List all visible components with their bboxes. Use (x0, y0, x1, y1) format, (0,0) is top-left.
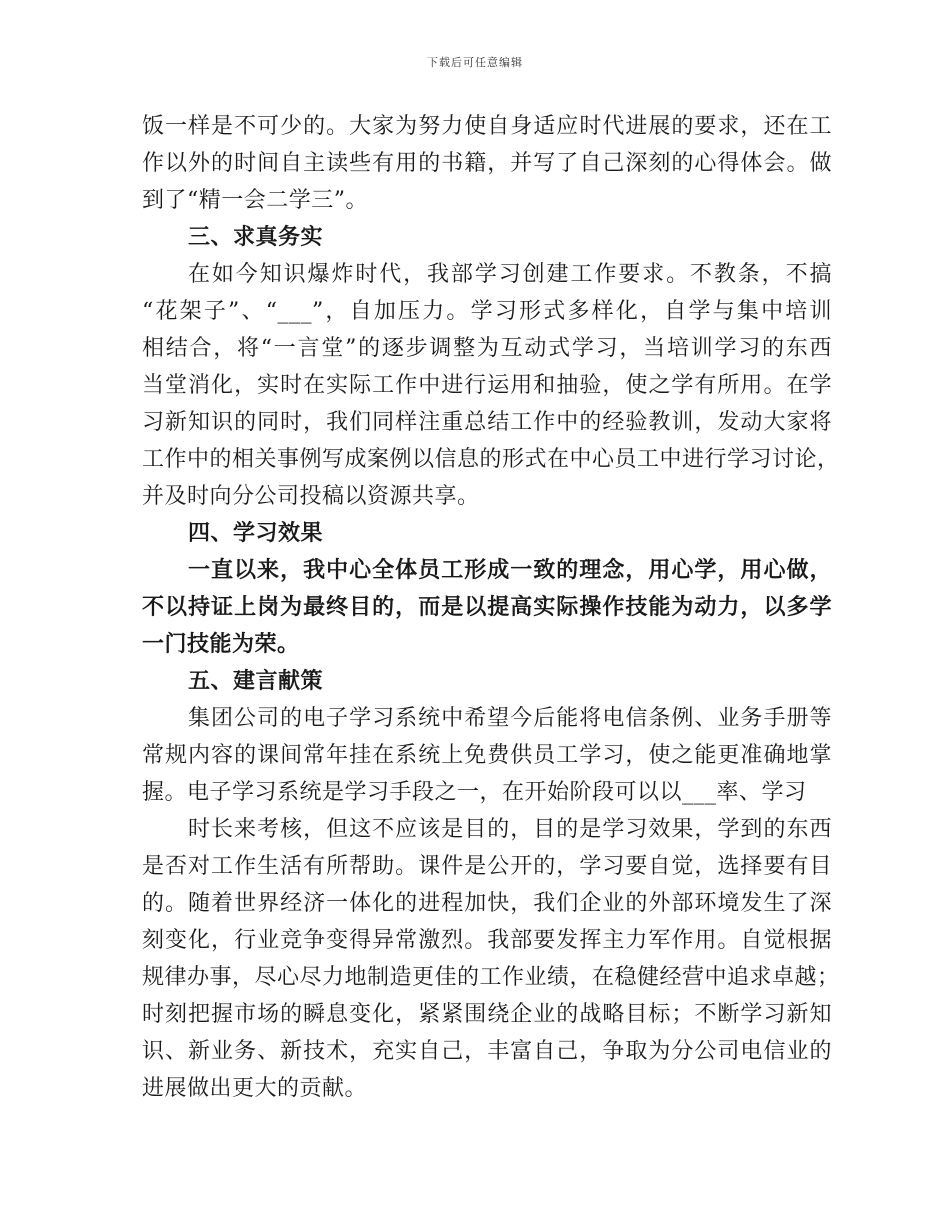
paragraph-line: 一门技能为荣。 (142, 631, 300, 657)
paragraph-5 (142, 811, 840, 1107)
paragraph-line: “花架子”、“___”，自加压力。学习形式多样化，自学与集中培训 (142, 299, 832, 324)
page-header-note: 下载后可任意编辑 (427, 56, 523, 69)
paragraph-line: 习新知识的同时，我们同样注重总结工作中的经验教训，发动大家将 (142, 410, 832, 435)
paragraph-3 (142, 552, 832, 663)
paragraph-line: 刻变化，行业竞争变得异常激烈。我部要发挥主力军作用。自觉根据 (142, 928, 832, 953)
paragraph-line: 时长来考核，但这不应该是目的，目的是学习效果，学到的东西 (188, 817, 832, 842)
paragraph-4 (142, 700, 832, 811)
paragraph-line: 常规内容的课间常年挂在系统上免费供员工学习，使之能更准确地掌 (142, 743, 832, 768)
paragraph-line: 一直以来，我中心全体员工形成一致的理念，用心学，用心做， (188, 557, 832, 583)
paragraph-line: 饭一样是不可少的。大家为努力使自身适应时代进展的要求，还在工 (142, 114, 832, 139)
paragraph-2 (142, 256, 840, 515)
paragraph-line: 握。电子学习系统是学习手段之一，在开始阶段可以以___率、学习 (142, 780, 807, 805)
section-heading-4: 四、学习效果 (188, 520, 324, 546)
paragraph-line: 到了“精一会二学三”。 (142, 188, 368, 213)
paragraph-line: 时刻把握市场的瞬息变化，紧紧围绕企业的战略目标；不断学习新知 (142, 1002, 832, 1027)
paragraph-1 (142, 108, 832, 219)
paragraph-line: 的。随着世界经济一体化的进程加快，我们企业的外部环境发生了深 (142, 891, 832, 916)
paragraph-line: 进展做出更大的贡献。 (142, 1076, 368, 1101)
paragraph-line: 规律办事，尽心尽力地制造更佳的工作业绩，在稳健经营中追求卓越； (142, 965, 840, 990)
paragraph-line: 相结合，将“一言堂”的逐步调整为互动式学习，当培训学习的东西 (142, 336, 832, 361)
paragraph-line: 识、新业务、新技术，充实自己，丰富自己，争取为分公司电信业的 (142, 1039, 832, 1064)
paragraph-line: 是否对工作生活有所帮助。课件是公开的，学习要自觉，选择要有目 (142, 854, 832, 879)
paragraph-line: 集团公司的电子学习系统中希望今后能将电信条例、业务手册等 (188, 706, 832, 731)
paragraph-line: 工作中的相关事例写成案例以信息的形式在中心员工中进行学习讨论， (142, 447, 840, 472)
document-body (142, 108, 840, 1107)
paragraph-line: 作以外的时间自主读些有用的书籍，并写了自己深刻的心得体会。做 (142, 151, 832, 176)
paragraph-line: 并及时向分公司投稿以资源共享。 (142, 484, 480, 509)
paragraph-line: 不以持证上岗为最终目的，而是以提高实际操作技能为动力，以多学 (142, 594, 832, 620)
paragraph-line: 在如今知识爆炸时代，我部学习创建工作要求。不教条，不搞 (188, 262, 832, 287)
section-heading-5: 五、建言献策 (188, 668, 324, 694)
section-heading-3: 三、求真务实 (188, 224, 324, 250)
paragraph-line: 当堂消化，实时在实际工作中进行运用和抽验，使之学有所用。在学 (142, 373, 832, 398)
